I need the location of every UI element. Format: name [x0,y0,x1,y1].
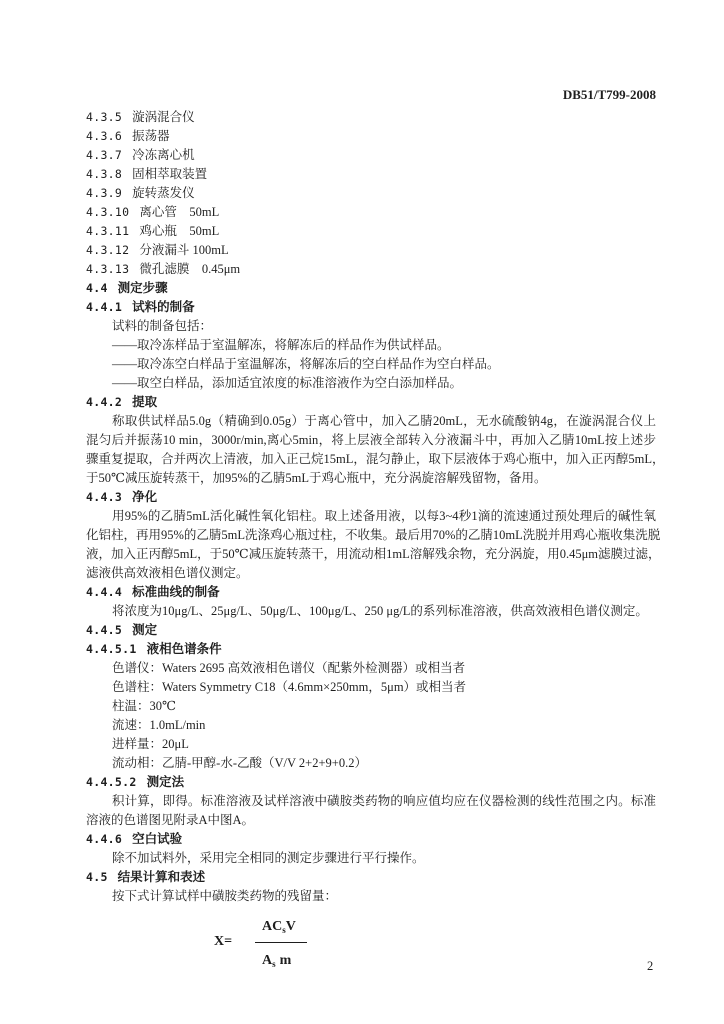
formula-num-main: AC [262,919,283,934]
section-title: 净化 [132,490,158,504]
paragraph-line: 称取供试样品5.0g（精确到0.05g）于离心管中，加入乙腈20mL，无水硫酸钠4g，在漩涡混合仪上 [112,414,656,428]
clause-number: 4.4.4 [86,585,123,599]
paragraph-line: 将浓度为10μg/L、25μg/L、50μg/L、100μg/L、250 μg/L的系列标准溶液，供高效液相色谱仪测定。 [112,604,648,618]
equipment-label: 振荡器 [132,129,170,143]
formula-num-tail: V [285,919,296,934]
paragraph-line: 试料的制备包括： [112,319,213,333]
equipment-label: 旋转蒸发仪 [132,186,195,200]
section-title: 测定 [132,623,158,637]
section-heading-4-4-5-2 [86,773,656,792]
section-heading-4-5 [86,868,656,887]
equipment-label: 微孔滤膜 0.45μm [139,262,241,276]
document-body [86,108,665,906]
section-title: 测定法 [146,775,185,789]
fraction-bar [255,942,307,943]
formula-den-main: A [262,953,273,968]
condition-line: 色谱仪：Waters 2695 高效液相色谱仪（配紫外检测器）或相当者 [112,661,466,675]
document-code-header: DB51/T799-2008 [562,87,656,102]
clause-number: 4.4.2 [86,395,123,409]
dash-list-item: ——取空白样品，添加适宜浓度的标准溶液作为空白添加样品。 [112,376,463,390]
section-heading-4-4-5 [86,621,656,640]
section-heading-4-4-3 [86,488,656,507]
dash-list-item: ——取冷冻空白样品于室温解冻，将解冻后的空白样品作为空白样品。 [112,357,500,371]
paragraph-line: 按下式计算试样中磺胺类药物的残留量： [112,889,338,903]
condition-line: 色谱柱：Waters Symmetry C18（4.6mm×250mm，5μm）或相当者 [112,680,467,694]
clause-number: 4.4.1 [86,300,123,314]
section-title: 试料的制备 [132,300,195,314]
formula-numerator [262,918,296,936]
equipment-item [86,241,656,260]
equipment-label: 漩涡混合仪 [132,110,195,124]
section-heading-4-4-5-1 [86,640,656,659]
clause-number: 4.4.5.2 [86,775,137,789]
formula-den-tail: m [279,953,292,968]
equipment-item [86,127,656,146]
section-title: 液相色谱条件 [146,642,222,656]
paragraph-line: 混匀后并振荡10 min，3000r/min,离心5min，将上层液全部转入分液漏斗中，再加入乙腈10mL按上述步 [86,433,656,447]
equipment-item [86,165,656,184]
paragraph-line: 滤液供高效液相色谱仪测定。 [86,566,249,580]
paragraph-line: 于50℃减压旋转蒸干，加95%的乙腈5mL于鸡心瓶中，充分涡旋溶解残留物，备用。 [86,471,547,485]
paragraph-line: 液，加入正丙醇5mL，于50℃减压旋转蒸干，用流动相1mL溶解残余物，充分涡旋，用0.45μm滤膜过滤， [86,547,661,561]
paragraph-line: 除不加试料外，采用完全相同的测定步骤进行平行操作。 [112,851,425,865]
clause-number: 4.4.5 [86,623,123,637]
clause-number: 4.4 [86,281,108,295]
equipment-item [86,203,656,222]
section-title: 结果计算和表述 [117,870,206,884]
equipment-label: 鸡心瓶 50mL [139,224,220,238]
equipment-item [86,146,656,165]
section-heading-4-4-4 [86,583,656,602]
equipment-item [86,222,656,241]
section-heading-4-4-2 [86,393,656,412]
condition-line: 流动相：乙腈-甲醇-水-乙酸（V/V 2+2+9+0.2） [112,756,367,770]
clause-number: 4.3.5 [86,110,123,124]
paragraph-line: 骤重复提取，合并两次上清液，加入正己烷15mL，混匀静止，取下层液体于鸡心瓶中，加入正丙醇5mL， [86,452,665,466]
formula-denominator [262,952,291,970]
formula-num-subscript: s [282,925,286,935]
clause-number: 4.4.5.1 [86,642,137,656]
clause-number: 4.3.8 [86,167,123,181]
paragraph-line: 积计算，即得。标准溶液及试样溶液中磺胺类药物的响应值均应在仪器检测的线性范围之内。标准 [112,794,656,808]
equipment-item [86,108,656,127]
paragraph-line: 化铝柱，再用95%的乙腈5mL洗涤鸡心瓶过柱，不收集。最后用70%的乙腈10mL洗脱并用鸡心瓶收集洗脱 [86,528,661,542]
equipment-item [86,260,656,279]
equipment-label: 离心管 50mL [139,205,220,219]
paragraph-line: 溶液的色谱图见附录A中图A。 [86,813,255,827]
clause-number: 4.3.10 [86,205,130,219]
clause-number: 4.3.11 [86,224,130,238]
section-heading-4-4-6 [86,830,656,849]
paragraph-line: 用95%的乙腈5mL活化碱性氧化铝柱。取上述备用液，以每3~4秒1滴的流速通过预处理后的碱性氧 [112,509,656,523]
condition-line: 进样量：20μL [112,737,189,751]
clause-number: 4.3.7 [86,148,123,162]
clause-number: 4.4.3 [86,490,123,504]
clause-number: 4.5 [86,870,108,884]
section-title: 提取 [132,395,158,409]
equipment-label: 分液漏斗 100mL [139,243,229,257]
clause-number: 4.4.6 [86,832,123,846]
formula-den-subscript: s [272,959,276,969]
section-title: 空白试验 [132,832,183,846]
clause-number: 4.3.12 [86,243,130,257]
section-title: 标准曲线的制备 [132,585,220,599]
clause-number: 4.3.6 [86,129,123,143]
section-heading-4-4-1 [86,298,656,317]
equipment-item [86,184,656,203]
dash-list-item: ——取冷冻样品于室温解冻，将解冻后的样品作为供试样品。 [112,338,450,352]
condition-line: 柱温：30℃ [112,699,176,713]
formula-lhs: X= [214,934,233,949]
condition-line: 流速：1.0mL/min [112,718,206,732]
page-number: 2 [647,959,654,973]
section-title: 测定步骤 [117,281,168,295]
equipment-label: 冷冻离心机 [132,148,195,162]
clause-number: 4.3.9 [86,186,123,200]
section-heading-4-4 [86,279,656,298]
equipment-label: 固相萃取装置 [132,167,208,181]
clause-number: 4.3.13 [86,262,130,276]
